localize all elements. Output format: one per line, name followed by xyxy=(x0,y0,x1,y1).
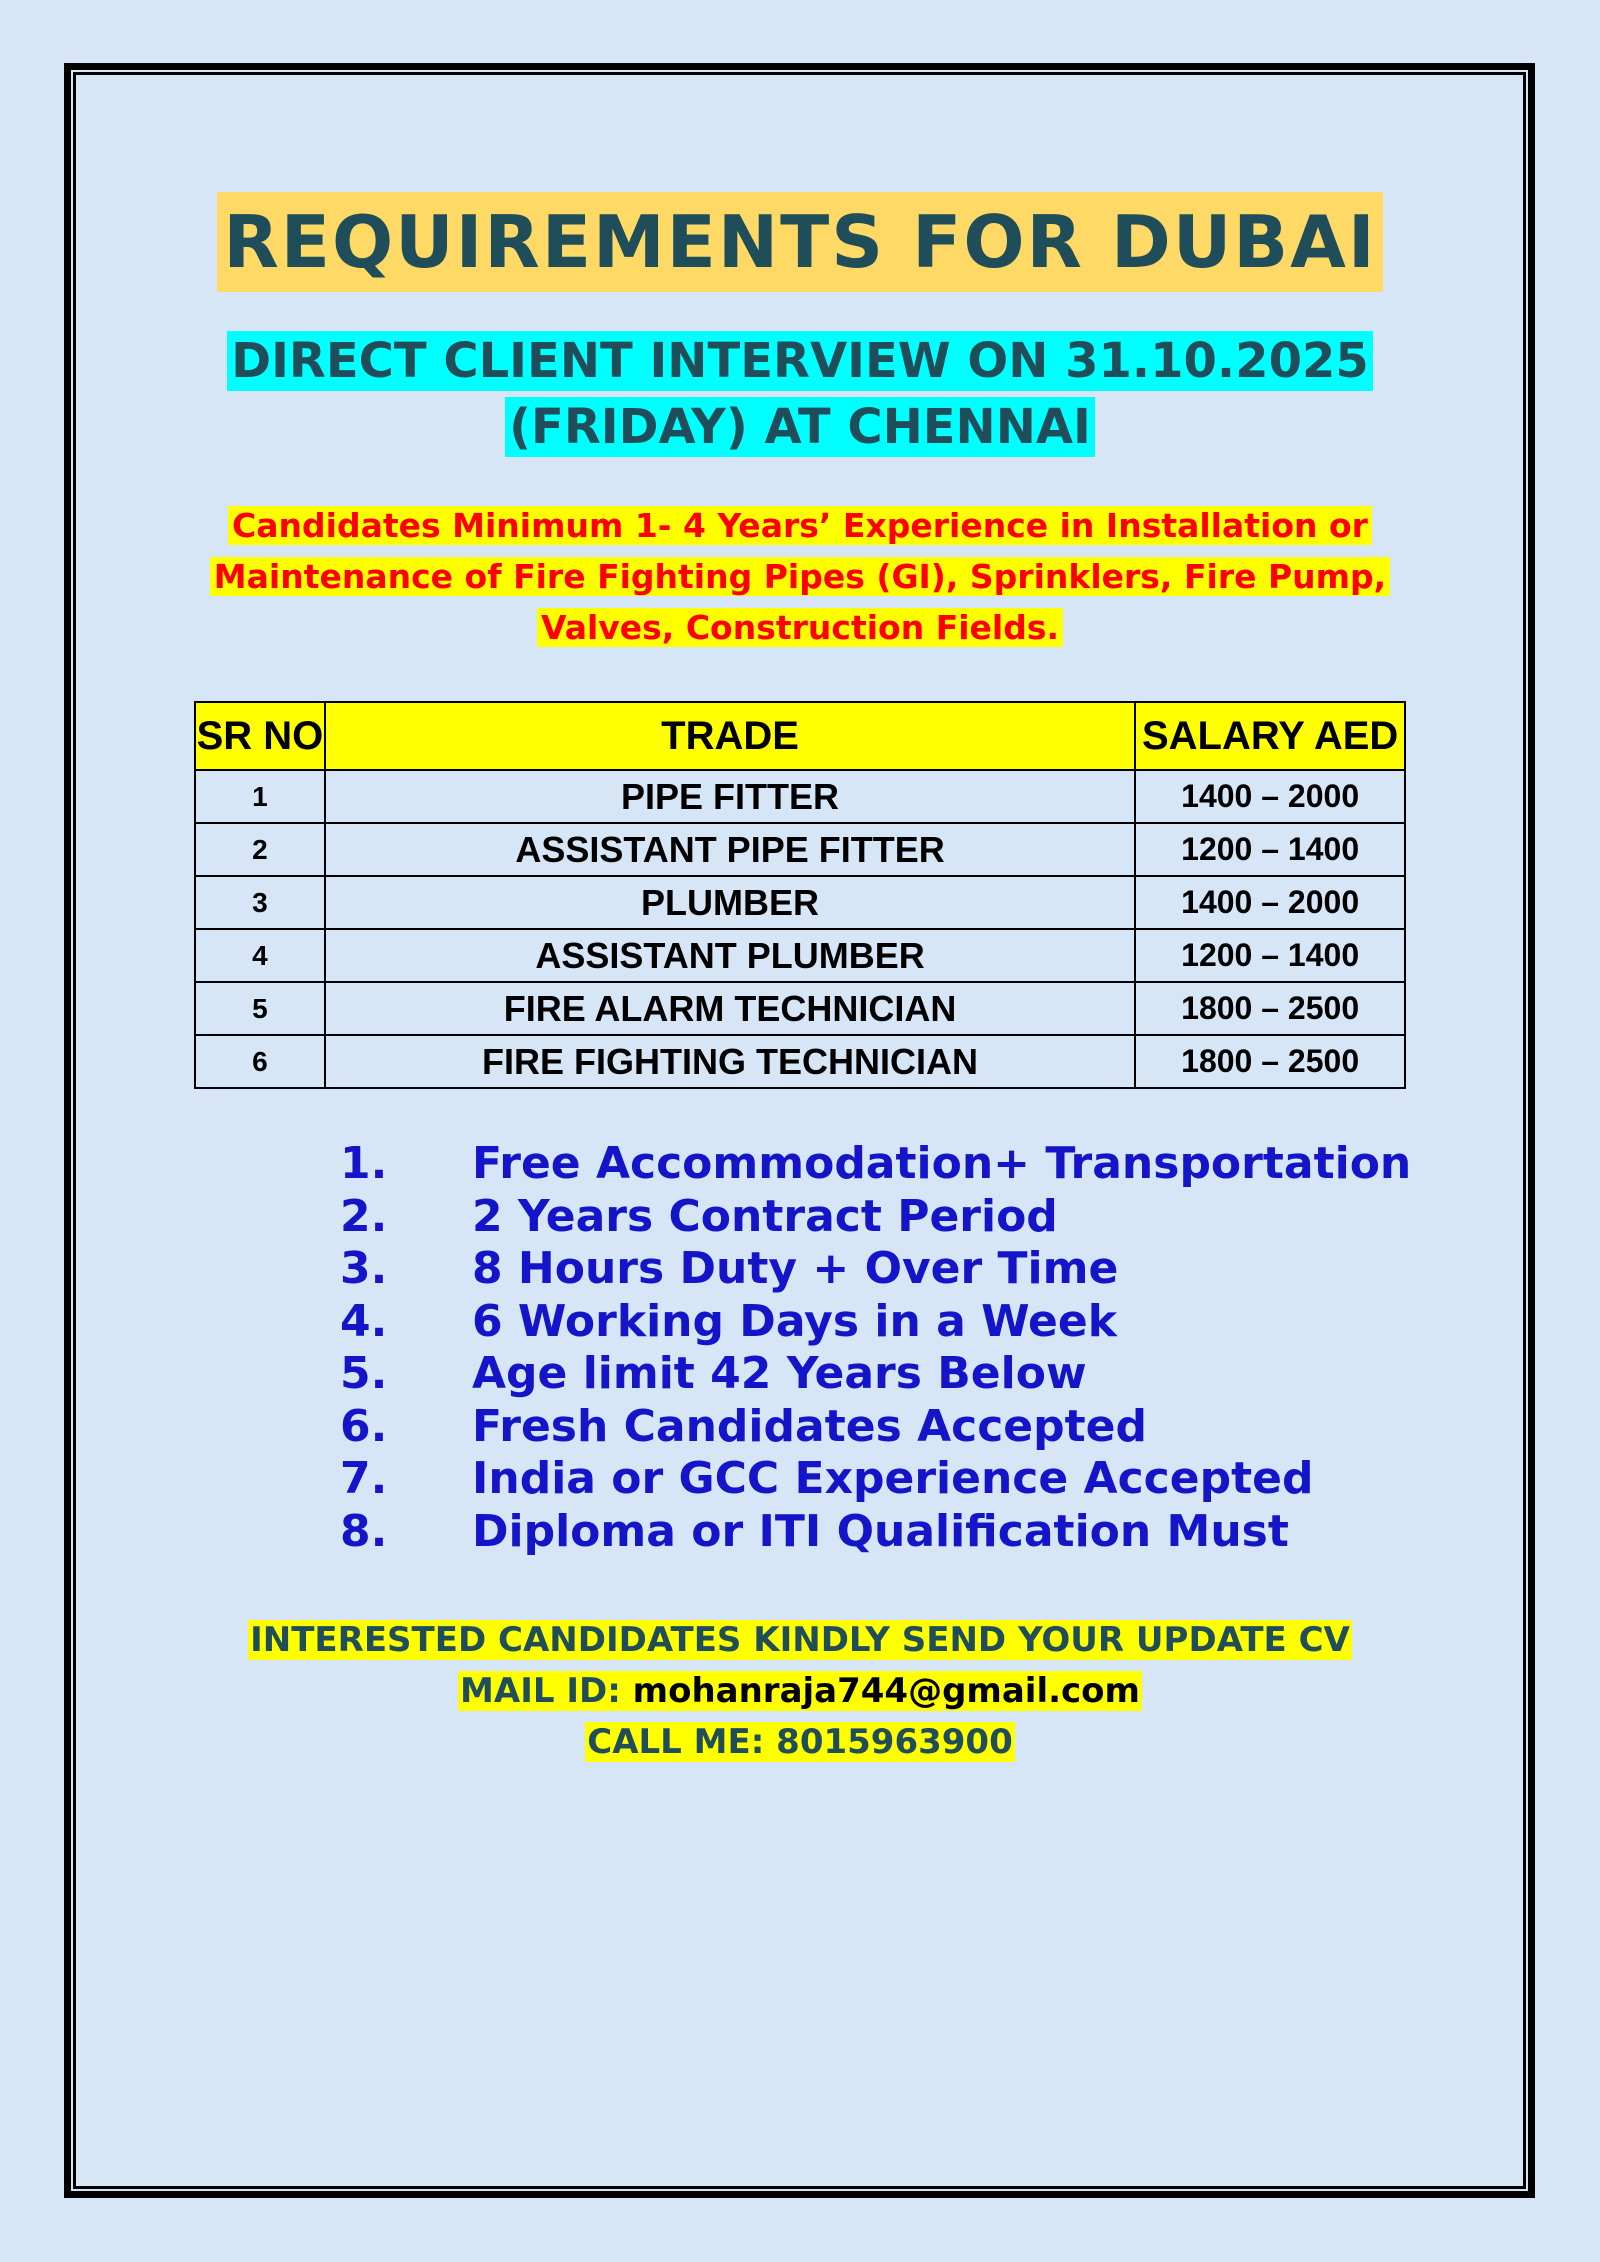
trade-cell: PLUMBER xyxy=(325,876,1135,929)
table-row xyxy=(195,929,1405,982)
table-header-row xyxy=(195,702,1405,770)
requirement-text xyxy=(180,500,1420,653)
list-number: 7. xyxy=(340,1453,388,1504)
contact-block xyxy=(80,1615,1520,1768)
salary-cell: 1200 – 1400 xyxy=(1135,823,1405,876)
list-text: 2 Years Contract Period xyxy=(472,1190,1058,1242)
mail-label: MAIL ID: xyxy=(460,1671,633,1711)
list-number: 5. xyxy=(340,1348,388,1399)
contact-line-1: INTERESTED CANDIDATES KINDLY SEND YOUR UPDATE CV xyxy=(250,1620,1350,1660)
sr-no-cell: 2 xyxy=(195,823,325,876)
table-row xyxy=(195,770,1405,823)
salary-cell: 1400 – 2000 xyxy=(1135,876,1405,929)
list-text: India or GCC Experience Accepted xyxy=(472,1453,1314,1504)
table-row xyxy=(195,876,1405,929)
sr-no-cell: 3 xyxy=(195,876,325,929)
requirement-line-3: Valves, Construction Fields. xyxy=(537,608,1063,647)
salary-cell: 1800 – 2500 xyxy=(1135,1035,1405,1088)
email-link[interactable]: mohanraja744@gmail.com xyxy=(632,1671,1140,1711)
list-number: 3. xyxy=(340,1243,388,1294)
header-sr-no: SR NO xyxy=(195,702,325,770)
salary-cell: 1200 – 1400 xyxy=(1135,929,1405,982)
list-item xyxy=(340,1243,1411,1296)
list-number: 8. xyxy=(340,1505,388,1557)
sr-no-cell: 4 xyxy=(195,929,325,982)
salary-cell: 1800 – 2500 xyxy=(1135,982,1405,1035)
table-row xyxy=(195,823,1405,876)
list-item xyxy=(340,1453,1411,1506)
trades-table xyxy=(194,701,1406,1089)
list-number: 1. xyxy=(340,1138,388,1189)
table-row xyxy=(195,982,1405,1035)
header-salary: SALARY AED xyxy=(1135,702,1405,770)
list-item xyxy=(340,1401,1411,1454)
trade-cell: FIRE ALARM TECHNICIAN xyxy=(325,982,1135,1035)
list-item xyxy=(340,1138,1411,1191)
list-text: Free Accommodation+ Transportation xyxy=(472,1138,1412,1189)
title-block xyxy=(80,192,1520,292)
sr-no-cell: 1 xyxy=(195,770,325,823)
list-number: 2. xyxy=(340,1190,388,1242)
trade-cell: ASSISTANT PIPE FITTER xyxy=(325,823,1135,876)
interview-line-1: DIRECT CLIENT INTERVIEW ON 31.10.2025 xyxy=(227,331,1373,391)
list-number: 4. xyxy=(340,1295,388,1347)
list-text: Age limit 42 Years Below xyxy=(472,1348,1087,1399)
interview-notice xyxy=(80,328,1520,460)
list-text: Fresh Candidates Accepted xyxy=(472,1400,1147,1452)
list-number: 6. xyxy=(340,1400,388,1452)
requirement-line-1: Candidates Minimum 1- 4 Years’ Experience in Installation or xyxy=(228,506,1372,545)
header-trade: TRADE xyxy=(325,702,1135,770)
page-title: REQUIREMENTS FOR DUBAI xyxy=(217,192,1382,292)
list-item xyxy=(340,1506,1411,1559)
call-line: CALL ME: 8015963900 xyxy=(587,1722,1013,1762)
trade-cell: PIPE FITTER xyxy=(325,770,1135,823)
benefits-list xyxy=(340,1138,1411,1558)
requirement-line-2: Maintenance of Fire Fighting Pipes (GI), Sprinklers, Fire Pump, xyxy=(210,557,1390,596)
list-item xyxy=(340,1191,1411,1244)
table-row xyxy=(195,1035,1405,1088)
trade-cell: ASSISTANT PLUMBER xyxy=(325,929,1135,982)
list-text: 6 Working Days in a Week xyxy=(472,1295,1118,1347)
trade-cell: FIRE FIGHTING TECHNICIAN xyxy=(325,1035,1135,1088)
list-text: 8 Hours Duty + Over Time xyxy=(472,1243,1119,1294)
sr-no-cell: 5 xyxy=(195,982,325,1035)
list-item xyxy=(340,1296,1411,1349)
mail-line xyxy=(458,1671,1142,1711)
list-item xyxy=(340,1348,1411,1401)
list-text: Diploma or ITI Qualification Must xyxy=(472,1505,1289,1557)
salary-cell: 1400 – 2000 xyxy=(1135,770,1405,823)
sr-no-cell: 6 xyxy=(195,1035,325,1088)
interview-line-2: (FRIDAY) AT CHENNAI xyxy=(505,397,1095,457)
